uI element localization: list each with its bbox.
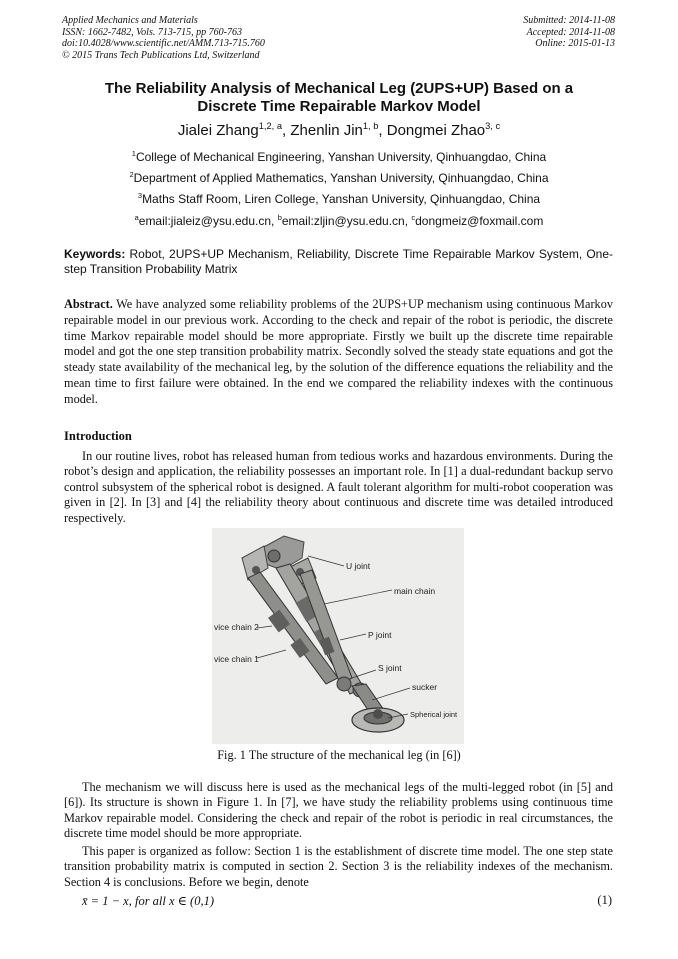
- issn-line: ISSN: 1662-7482, Vols. 713-715, pp 760-763: [62, 26, 242, 38]
- journal-header-left: [62, 15, 265, 61]
- email-sup: c: [411, 213, 416, 222]
- label-spherical-joint: Spherical joint: [410, 710, 458, 719]
- author-sup: 1, b: [362, 121, 379, 131]
- label-main-chain: main chain: [394, 586, 436, 596]
- journal-header-right: [523, 15, 615, 50]
- figure-mechanical-leg: [212, 528, 464, 744]
- affiliation-sup: 1: [131, 149, 136, 158]
- abstract-label: Abstract.: [64, 297, 113, 311]
- title-line-2: Discrete Time Repairable Markov Model: [197, 98, 481, 115]
- sucker-foot: [352, 708, 404, 732]
- title-line-1: The Reliability Analysis of Mechanical Leg (2UPS+UP) Based on a: [104, 80, 574, 97]
- author-separator: ,: [378, 122, 387, 139]
- email-text: dongmeiz@foxmail.com: [415, 214, 544, 228]
- doi-line: doi:10.4028/www.scientific.net/AMM.713-715.760: [62, 38, 265, 49]
- intro-paragraph-1: In our routine lives, robot has released human from tedious works and hazardous environments. During the robot’s design and application, the reliability possesses an important role. In [1] a dual-redundant backup servo control subsystem of the spherical robot is designed. A fault tolerant algorithm for multi-robot cooperation was given in [2]. In [3] and [4] the reliability theory about continuous and discrete time was detailed introduced respectively.: [64, 449, 613, 525]
- email-text: email:zljin@ysu.edu.cn,: [281, 214, 412, 228]
- label-p-joint: P joint: [368, 630, 392, 640]
- affiliation-2: [60, 171, 618, 185]
- copyright-line: © 2015 Trans Tech Publications Ltd, Switzerland: [62, 49, 260, 61]
- equation-1: x̄ = 1 − x, for all x ∈ (0,1): [82, 894, 215, 908]
- affiliation-text: Maths Staff Room, Liren College, Yanshan University, Qinhuangdao, China: [142, 192, 541, 206]
- affiliation-text: College of Mechanical Engineering, Yanshan University, Qinhuangdao, China: [135, 150, 547, 164]
- email-sup: a: [134, 213, 139, 222]
- intro-paragraph-2: The mechanism we will discuss here is used as the mechanical legs of the multi-legged robot (in [5] and [6]). Its structure is shown in Figure 1. In [7], we have study the reliability problems using continuous time Markov repairable model. Considering the check and repair of the robot is periodic in real circumstances, the discrete time model should be more appropriate.: [64, 780, 613, 841]
- mechanical-leg-illustration: [212, 528, 464, 744]
- accepted-date: Accepted: 2014-11-08: [526, 26, 615, 38]
- author-name: Zhenlin Jin: [290, 122, 363, 139]
- email-line: [60, 214, 618, 228]
- author-sup: 3, c: [485, 121, 501, 131]
- keywords-label: Keywords:: [64, 247, 126, 261]
- author-name: Dongmei Zhao: [386, 122, 486, 139]
- abstract-text: We have analyzed some reliability problems of the 2UPS+UP mechanism using continuous Markov repairable model in our previous work. According to the check and repair of the robot is periodic, the discrete time Markov repairable model should be more appropriate. Firstly we built up the discrete time repairable model and got the one step transition probability matrix. Secondly solved the steady state equations and got the steady state availability of the mechanical leg, by the solution of the difference equations the reliability and the mean time to first failure were obtained. In the end we compared the reliability indexes with the continuous model.: [64, 297, 613, 406]
- email-text: email:jialeiz@ysu.edu.cn,: [138, 214, 278, 228]
- figure-caption: Fig. 1 The structure of the mechanical leg (in [6]): [217, 748, 461, 762]
- email-sup: b: [277, 213, 282, 222]
- author-separator: ,: [282, 122, 291, 139]
- paper-title: [60, 80, 618, 116]
- intro-paragraph-3: This paper is organized as follow: Section 1 is the establishment of discrete time model. The one step state transition probability matrix is computed in section 2. Section 3 is the reliability indexes of the mechanism. Section 4 is conclusions. Before we begin, denote: [64, 844, 613, 889]
- label-s-joint: S joint: [378, 663, 402, 673]
- affiliation-1: [60, 150, 618, 164]
- section-heading-introduction: Introduction: [64, 429, 132, 443]
- keywords-text: Robot, 2UPS+UP Mechanism, Reliability, Discrete Time Repairable Markov System, One-step Transition Probability Matrix: [64, 247, 613, 276]
- affiliation-sup: 3: [137, 191, 143, 200]
- author-sup: 1,2, a: [258, 121, 282, 131]
- label-u-joint: U joint: [346, 561, 371, 571]
- label-vice-chain-2: vice chain 2: [214, 622, 259, 632]
- abstract: [64, 297, 613, 408]
- affiliation-text: Department of Applied Mathematics, Yanshan University, Qinhuangdao, China: [133, 171, 549, 185]
- journal-name: Applied Mechanics and Materials: [62, 15, 198, 26]
- equation-number: (1): [597, 893, 612, 907]
- label-vice-chain-1: vice chain 1: [214, 654, 259, 664]
- label-sucker: sucker: [412, 682, 438, 692]
- affiliation-3: [60, 192, 618, 206]
- affiliation-sup: 2: [129, 170, 134, 179]
- author-list: [60, 122, 618, 139]
- author-name: Jialei Zhang: [177, 122, 259, 139]
- submitted-date: Submitted: 2014-11-08: [523, 15, 615, 26]
- online-date: Online: 2015-01-13: [535, 38, 615, 49]
- keywords: [64, 247, 613, 277]
